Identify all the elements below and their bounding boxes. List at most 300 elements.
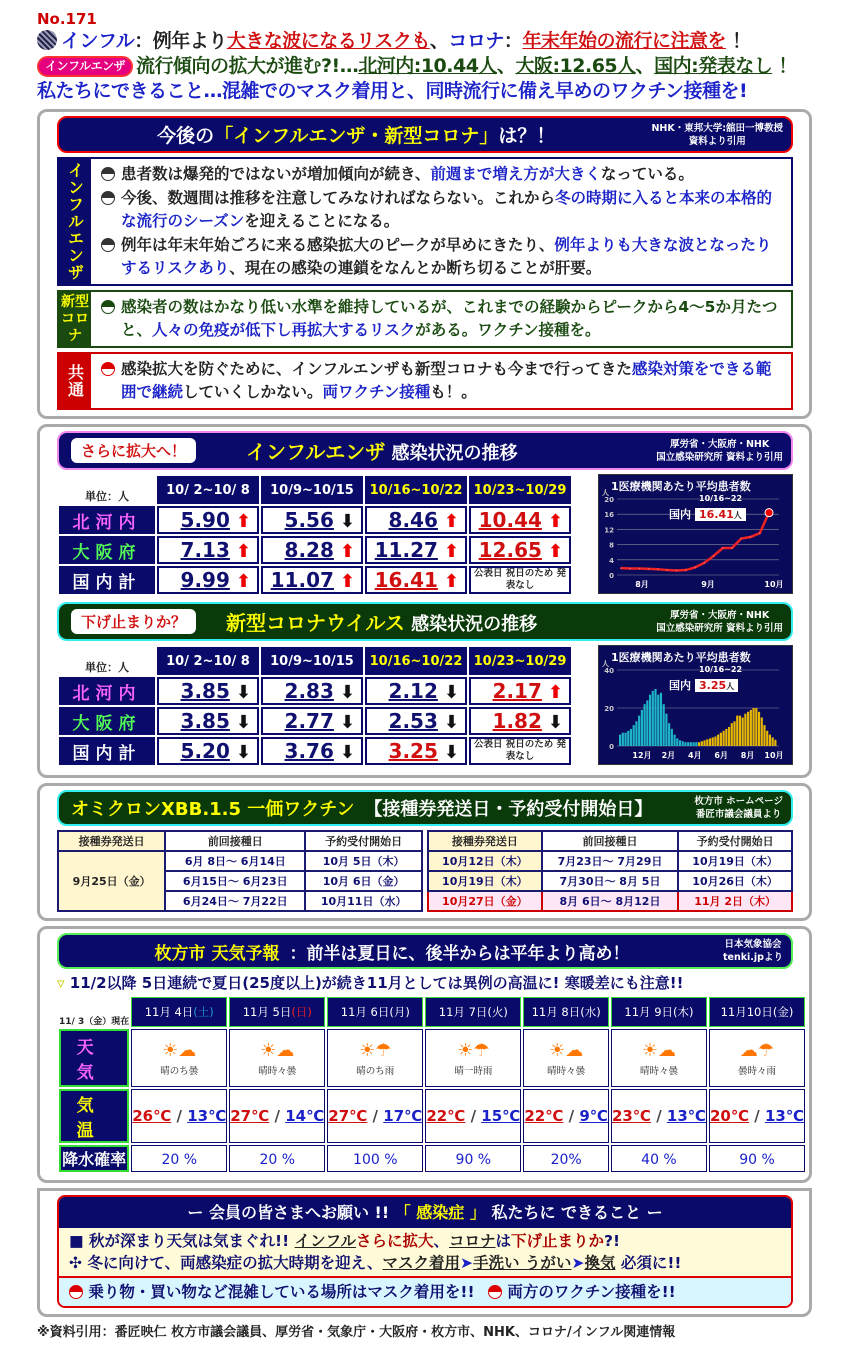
x-tick-label: 10月 — [764, 751, 784, 760]
annotation-unit: 人 — [733, 511, 742, 520]
vaccine-panel — [37, 783, 812, 921]
low-temp: 17℃ — [383, 1107, 423, 1125]
request-box — [57, 1195, 793, 1308]
text-segment: 私たちに できること ー — [491, 1203, 663, 1222]
request-footer-line — [59, 1278, 791, 1306]
unit-label: 単位：人 — [85, 490, 129, 503]
value: 5.20 — [180, 739, 230, 763]
flu-title-wrap — [246, 436, 517, 465]
weather-cell — [709, 1029, 805, 1087]
source-line: 国立感染研究所 資料より引用 — [656, 451, 783, 463]
temp-separator: / — [367, 1107, 384, 1125]
x-tick-label: 12月 — [632, 751, 652, 760]
low-temp: 13℃ — [764, 1107, 804, 1125]
column-header: 10/9~10/15 — [261, 647, 363, 675]
bar — [739, 716, 741, 746]
bar — [652, 691, 654, 746]
day-of-week: (金) — [772, 1005, 794, 1019]
temp-separator: / — [465, 1107, 482, 1125]
bar — [712, 737, 714, 746]
date-cell: 10月19日（木） — [428, 871, 542, 891]
text-segment: 今後、数週間は推移を注意してみなければならない。これから — [121, 189, 556, 207]
send-date: 9月25日（金） — [58, 851, 165, 911]
data-point — [713, 555, 715, 557]
date-cell: 6月24日～ 7月22日 — [165, 891, 305, 911]
bar — [769, 735, 771, 746]
weather-note-text: 11/2以降 5日連続で夏日(25度以上)が続き11月としては異例の高温に! 寒暖差にも注意!! — [69, 974, 684, 992]
list-item-text — [121, 358, 781, 404]
bullet-icon — [101, 167, 115, 181]
temp-separator: / — [650, 1107, 667, 1125]
value: 7.13 — [180, 538, 230, 562]
date-cell: 10月 5日（木） — [305, 851, 422, 871]
bullet-icon — [69, 1285, 83, 1299]
value-cell — [365, 737, 467, 765]
vaccine-table-right — [427, 830, 793, 912]
request-panel — [37, 1188, 812, 1317]
bar — [747, 712, 749, 746]
table-row — [58, 851, 422, 871]
y-tick-label: 4 — [609, 556, 614, 565]
value: 16.41 — [374, 568, 438, 592]
weather-cell — [611, 1145, 707, 1172]
list-item — [101, 358, 781, 404]
precip-prob: 20 % — [259, 1152, 296, 1168]
region-label: 北河内 — [59, 506, 155, 534]
value-cell — [157, 737, 259, 765]
high-temp: 23℃ — [611, 1107, 651, 1125]
bar — [646, 700, 648, 746]
bullet-icon — [101, 238, 115, 252]
bar — [665, 714, 667, 746]
headline-1 — [37, 29, 812, 54]
annotation-value-box — [695, 508, 746, 521]
bar — [676, 738, 678, 746]
vaccine-title: 【接種券発送日・予約受付開始日】 — [364, 799, 653, 820]
bar — [679, 740, 681, 746]
table-row — [59, 536, 571, 564]
value: 8.28 — [284, 538, 334, 562]
flu-tag: さらに拡大へ！ — [71, 438, 196, 463]
flu-badge: インフルエンザ — [37, 56, 133, 77]
text-segment: なっている。 — [600, 165, 694, 183]
triangle-icon: ▿ — [57, 974, 70, 992]
value-cell — [365, 566, 467, 594]
text-segment: 感染者の数はかなり低い水準を維持しているが、これまでの経験からピークから4～5か月たつと、 — [121, 298, 778, 339]
bullet-icon — [488, 1285, 502, 1299]
source-line: 国立感染研究所 資料より引用 — [656, 622, 783, 634]
bar — [736, 716, 738, 746]
date-cell: 6月 8日～ 6月14日 — [165, 851, 305, 871]
text-segment: インフル — [294, 1232, 356, 1250]
covid-outlook-box — [57, 290, 793, 348]
text-segment: 、 — [635, 55, 655, 77]
row-label: 天気 — [59, 1029, 129, 1087]
request-line-1 — [69, 1230, 781, 1252]
arrow-up-icon: ⬆ — [547, 682, 563, 703]
data-point — [648, 568, 650, 570]
text-segment: 換気 — [584, 1254, 616, 1272]
day-of-week: (水) — [580, 1005, 601, 1019]
bar — [761, 718, 763, 747]
bar — [755, 708, 757, 746]
arrow-up-icon: ⬆ — [339, 571, 355, 592]
y-tick-label: 12 — [604, 526, 614, 535]
text-segment: ➤ — [571, 1254, 585, 1272]
precip-prob: 40 % — [641, 1152, 677, 1168]
text-segment: 人々の免疫が低下し再拡大するリスク — [152, 321, 416, 339]
data-point — [639, 568, 641, 570]
region-label: 大阪府 — [59, 707, 155, 735]
column-header: 10/ 2~10/ 8 — [157, 647, 259, 675]
bar — [687, 742, 689, 746]
y-tick-label: 16 — [604, 511, 614, 520]
text-segment: さらに拡大 — [355, 1232, 434, 1250]
weather-source — [723, 938, 783, 964]
y-tick-label: 20 — [604, 705, 614, 713]
arrow-up-icon: ⬆ — [339, 541, 355, 562]
data-point — [722, 547, 724, 549]
arrow-up-icon: ⬆ — [235, 511, 251, 532]
flu-trend-row — [57, 474, 793, 596]
sun-rain-icon: ☀☂ — [359, 1040, 392, 1061]
arrow-down-icon: ⬇ — [547, 712, 563, 733]
date-cell: 8月 6日～ 8月12日 — [542, 891, 679, 911]
value: 12.65 — [478, 538, 542, 562]
list-item — [101, 163, 781, 186]
day-of-week: (月) — [389, 1005, 410, 1019]
annotation-region: 国内 — [669, 679, 691, 692]
bar — [725, 729, 727, 746]
bar — [733, 721, 735, 746]
outlook-source — [651, 122, 783, 148]
data-point — [740, 538, 742, 540]
day-of-week: (日) — [291, 1005, 312, 1019]
arrow-down-icon: ⬇ — [443, 712, 459, 733]
arrow-up-icon: ⬆ — [547, 541, 563, 562]
text-segment: を迎えることになる。 — [244, 212, 400, 230]
weather-text: 曇時々雨 — [737, 1066, 776, 1077]
source-line: tenki.jpより — [722, 952, 783, 963]
bar — [638, 716, 640, 746]
table-row — [428, 851, 792, 871]
bar — [673, 735, 675, 746]
weather-cell — [327, 1145, 423, 1172]
text-segment: マスク着用 — [382, 1254, 461, 1272]
arrow-up-icon: ⬆ — [235, 571, 251, 592]
table-header-row — [428, 831, 792, 851]
date-cell: 10月 6日（金） — [305, 871, 422, 891]
value: 11.27 — [374, 538, 438, 562]
table-row — [428, 891, 792, 911]
value-cell — [157, 566, 259, 594]
annotation-unit: 人 — [726, 682, 735, 691]
text-segment: 年末年始の流行に注意を — [522, 30, 726, 52]
covid-outlook-list — [91, 292, 791, 346]
weather-panel — [37, 926, 812, 1183]
data-point — [676, 570, 678, 572]
flu-label: インフルエンザ — [59, 159, 91, 284]
sun-cloud-icon: ☀☁ — [260, 1040, 295, 1061]
vaccine-title-highlight: オミクロンXBB.1.5 一価ワクチン — [71, 799, 355, 820]
sun-cloud-icon: ☀☁ — [549, 1040, 584, 1061]
value-cell — [157, 506, 259, 534]
date: 11月 8日 — [531, 1005, 581, 1019]
data-point — [666, 569, 668, 571]
column-header: 接種券発送日 — [428, 831, 542, 851]
arrow-up-icon: ⬆ — [443, 571, 459, 592]
table-row — [59, 737, 571, 765]
value-cell — [261, 566, 363, 594]
request-vaccine: 両方のワクチン接種を!! — [507, 1283, 676, 1301]
value: 3.25 — [388, 739, 438, 763]
bullet-icon — [101, 362, 115, 376]
value-cell — [261, 506, 363, 534]
weather-asof: 11/ 3（金）現在 — [59, 1017, 130, 1027]
text-segment: 流行傾向の拡大が進む?!… — [136, 55, 359, 77]
text-segment: 下げ止まりか — [511, 1232, 605, 1250]
weather-date-header — [229, 997, 325, 1027]
text-segment: 国内:発表なし — [654, 55, 773, 77]
data-point — [731, 547, 733, 549]
bar — [668, 723, 670, 746]
column-header: 10/16~10/22 — [365, 476, 467, 504]
bar — [644, 704, 646, 746]
text-segment: 感染対策をできる範囲で継続 — [121, 360, 772, 401]
bar — [709, 738, 711, 746]
high-temp: 22℃ — [524, 1107, 564, 1125]
value-cell — [365, 536, 467, 564]
x-tick-label: 2月 — [661, 751, 676, 760]
weather-title-highlight: 枚方市 天気予報 — [154, 943, 280, 964]
date: 11月 9日 — [624, 1005, 674, 1019]
text-segment: 例年よりも大きな波となったりするリスクあり — [121, 236, 772, 277]
column-header: 10/16~10/22 — [365, 647, 467, 675]
source-line: 厚労省・大阪府・NHK — [669, 438, 770, 450]
data-point — [685, 569, 687, 571]
data-point — [750, 536, 752, 538]
weather-title: ：前半は夏日に、後半からは平年より高め！ — [289, 943, 630, 964]
bar — [660, 693, 662, 746]
annotation-value: 3.25 — [699, 679, 727, 692]
date: 11月 4日 — [144, 1005, 194, 1019]
bar — [728, 727, 730, 746]
flu-title: 感染状況の推移 — [385, 443, 518, 464]
weather-cell — [709, 1145, 805, 1172]
value: 2.12 — [388, 679, 438, 703]
text-segment: 手洗い うがい — [473, 1254, 572, 1272]
weather-cell — [131, 1089, 227, 1143]
annotation-value: 16.41 — [699, 508, 734, 521]
request-title — [59, 1197, 791, 1228]
precip-prob: 90 % — [739, 1152, 775, 1168]
weather-date-header — [131, 997, 227, 1027]
temp-separator: / — [171, 1107, 188, 1125]
chart-title: 1医療機関あたり平均患者数 — [611, 651, 751, 664]
infection-trend-panel — [37, 424, 812, 778]
weather-cell — [327, 1029, 423, 1087]
value: 11.07 — [270, 568, 334, 592]
weather-text: 晴のち曇 — [160, 1066, 199, 1077]
list-item-text — [121, 163, 694, 186]
value: 1.82 — [492, 709, 542, 733]
annotation-label — [669, 678, 738, 694]
covid-trend-row — [57, 645, 793, 767]
text-segment: ー 会員の皆さまへお願い !! — [187, 1203, 395, 1222]
text-segment: 感染拡大を防ぐために、インフルエンザも新型コロナも今まで行ってきた — [121, 360, 632, 378]
list-item — [101, 234, 781, 280]
date-cell: 7月30日～ 8月 5日 — [542, 871, 679, 891]
weather-cell — [425, 1089, 521, 1143]
date: 11月 5日 — [242, 1005, 292, 1019]
annotation-period: 10/16~22 — [699, 665, 743, 674]
bar — [714, 737, 716, 747]
table-header-row — [59, 476, 571, 504]
text-segment: ：例年より — [134, 30, 227, 52]
vaccine-table-left — [57, 830, 423, 912]
low-temp: 13℃ — [187, 1107, 227, 1125]
weather-cell — [425, 1145, 521, 1172]
arrow-down-icon: ⬇ — [339, 682, 355, 703]
text-segment: がある。ワクチン接種を。 — [415, 321, 601, 339]
bar — [693, 742, 695, 746]
text-segment: 必須に!! — [615, 1254, 682, 1272]
bar — [657, 695, 659, 746]
weather-table — [57, 995, 807, 1174]
annotation-value-box — [695, 679, 738, 692]
column-header: 予約受付開始日 — [678, 831, 792, 851]
column-header: 前回接種日 — [542, 831, 679, 851]
bar — [635, 721, 637, 746]
bullet-icon — [101, 191, 115, 205]
text-segment: 大きな波になるリスクも — [226, 30, 430, 52]
low-temp: 9℃ — [579, 1107, 608, 1125]
text-segment: インフル — [61, 30, 135, 52]
weather-date-header — [709, 997, 805, 1027]
arrow-down-icon: ⬇ — [443, 682, 459, 703]
date-cell: 6月15日～ 6月23日 — [165, 871, 305, 891]
date-cell: 10月19日（木） — [678, 851, 792, 871]
list-item-text — [121, 234, 781, 280]
date-cell: 10月12日（木） — [428, 851, 542, 871]
weather-cell — [611, 1029, 707, 1087]
text-segment: ?! — [604, 1232, 621, 1250]
text-segment: 今後の — [157, 125, 215, 147]
value-cell — [157, 677, 259, 705]
weather-note — [57, 972, 793, 993]
weather-cell — [425, 1029, 521, 1087]
text-segment: コロナ — [448, 30, 504, 52]
list-item — [101, 187, 781, 233]
value: 2.77 — [284, 709, 334, 733]
bar — [731, 723, 733, 746]
bar — [671, 729, 673, 746]
flu-chart — [598, 474, 793, 594]
value-cell — [365, 506, 467, 534]
text-segment: 「 感染症 」 — [394, 1203, 492, 1222]
flu-outlook-box — [57, 157, 793, 286]
day-of-week: (火) — [487, 1005, 508, 1019]
annotation-label — [669, 507, 746, 523]
value: 2.17 — [492, 679, 542, 703]
data-point — [657, 569, 659, 571]
value: 3.76 — [284, 739, 334, 763]
high-temp: 20℃ — [709, 1107, 750, 1125]
table-row — [59, 506, 571, 534]
text-segment: 患者数は爆発的ではないが増加傾向が続き、 — [121, 165, 431, 183]
text-segment: していくしかない。 — [183, 383, 323, 401]
text-segment: 大阪:12.65人 — [515, 55, 636, 77]
date-cell: 11月 2日（木） — [678, 891, 792, 911]
value-cell — [469, 536, 571, 564]
high-temp: 27℃ — [230, 1107, 270, 1125]
table-row — [59, 677, 571, 705]
weather-cell — [229, 1089, 325, 1143]
weather-date-row — [59, 997, 805, 1027]
value-cell — [469, 707, 571, 735]
bar — [622, 733, 624, 746]
request-line-2 — [69, 1252, 781, 1274]
table-row — [59, 566, 571, 594]
date-cell: 10月27日（金） — [428, 891, 542, 911]
text-segment: 例年は年末年始ごろに来る感染拡大のピークが早めにきたり、 — [121, 236, 555, 254]
bar — [766, 731, 768, 746]
bar — [774, 740, 776, 746]
bar — [763, 725, 765, 746]
precip-prob: 20 % — [161, 1152, 198, 1168]
annotation-period: 10/16~22 — [699, 494, 743, 503]
high-temp: 22℃ — [426, 1107, 466, 1125]
column-header: 接種券発送日 — [58, 831, 165, 851]
flu-data-table — [57, 474, 573, 596]
x-tick-label: 10月 — [764, 580, 784, 589]
weather-cell — [229, 1145, 325, 1172]
precip-prob: 20% — [550, 1152, 582, 1168]
region-label: 北河内 — [59, 677, 155, 705]
covid-title-bar — [57, 602, 793, 641]
weather-cell — [523, 1145, 609, 1172]
headline-3: 私たちにできること…混雑でのマスク着用と、同時流行に備え早めのワクチン接種を! — [37, 80, 748, 102]
arrow-down-icon: ⬇ — [443, 742, 459, 763]
outlook-title — [157, 121, 555, 148]
y-tick-label: 20 — [604, 496, 614, 504]
list-item-text — [121, 187, 781, 233]
weather-row — [59, 1089, 805, 1143]
y-axis-label: 人 — [602, 489, 609, 497]
note-text: 公表日 祝日のため 発表なし — [473, 568, 567, 591]
bar — [649, 695, 651, 746]
region-label: 大阪府 — [59, 536, 155, 564]
arrow-down-icon: ⬇ — [235, 742, 251, 763]
sun-cloud-icon: ☀☁ — [641, 1040, 677, 1061]
weather-text: 晴時々曇 — [547, 1066, 586, 1077]
text-segment: 前週まで増え方が大きく — [430, 165, 601, 183]
weather-cell — [229, 1029, 325, 1087]
day-of-week: (木) — [673, 1005, 694, 1019]
covid-tag: 下げ止まりか？ — [71, 609, 196, 634]
covid-data-table — [57, 645, 573, 767]
value: 5.56 — [284, 508, 334, 532]
value-cell — [157, 707, 259, 735]
text-segment: コロナ — [449, 1232, 496, 1250]
bar — [654, 689, 656, 746]
text-segment: 北河内:10.44人 — [358, 55, 497, 77]
value-cell — [365, 677, 467, 705]
arrow-down-icon: ⬇ — [235, 712, 251, 733]
bar — [717, 735, 719, 746]
covid-label: 新型コロナ — [59, 292, 91, 346]
common-outlook-box — [57, 352, 793, 410]
